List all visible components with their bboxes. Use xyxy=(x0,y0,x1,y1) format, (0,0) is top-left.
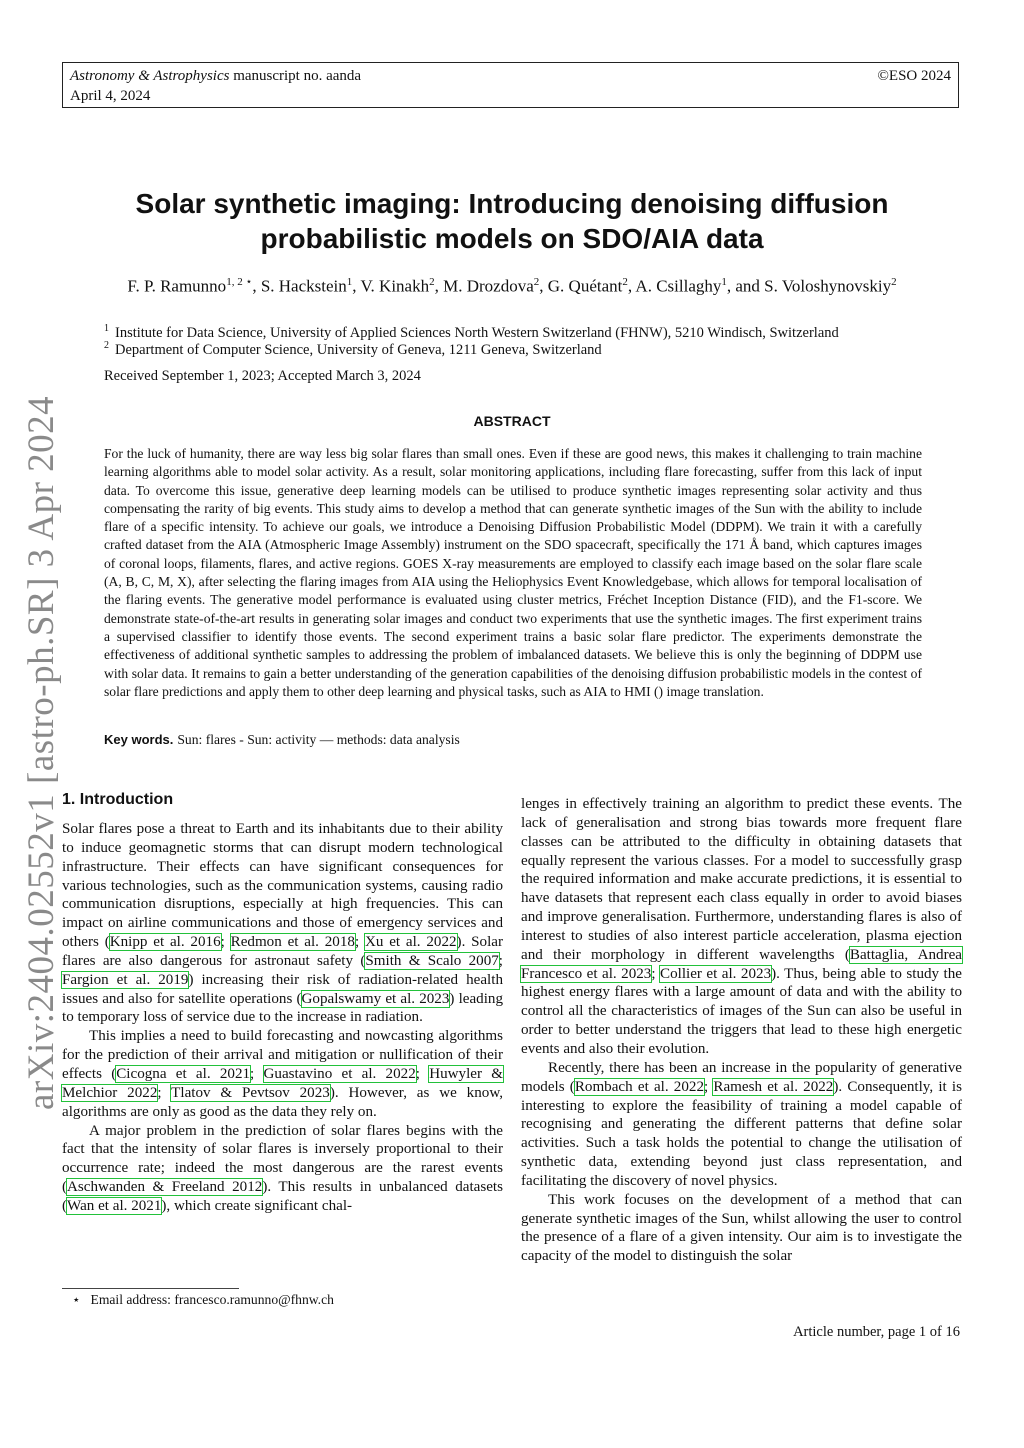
author-separator: , xyxy=(352,276,361,296)
footnote-text: Email address: francesco.ramunno@fhnw.ch xyxy=(90,1292,334,1307)
body-text: ; xyxy=(157,1084,172,1101)
abstract-heading: ABSTRACT xyxy=(473,413,551,429)
received-dates: Received September 1, 2023; Accepted March 3, 2024 xyxy=(104,368,421,384)
body-text: lenges in effectively training an algorithm to predict these events. The lack of generalisation and strong bias towards more frequent flare classes can be attributed to the difficulty in obtaining datasets that equally represent the various classes. For a model to successfully grasp the required information and make accurate predictions, it is essential to have datasets that represent each class equally in order to avoid biases and improve generalisation. Furthermore, understanding flares is also of interest to studies of also interest particle acceleration, plasma ejection and their morphology in different wavelengths ( xyxy=(521,796,962,963)
author-name: G. Quétant xyxy=(547,276,623,296)
author-list xyxy=(62,270,962,299)
citation-link[interactable]: Redmon et al. 2018 xyxy=(230,934,355,951)
author-name: M. Drozdova xyxy=(443,276,534,296)
footnote xyxy=(72,1292,334,1308)
body-text: ; xyxy=(498,952,503,969)
footnote-rule xyxy=(62,1288,239,1289)
body-text: ; xyxy=(220,934,231,951)
copyright: ©ESO 2024 xyxy=(877,68,951,84)
abstract-text: For the luck of humanity, there are way less big solar flares than small ones. Even if these are good news, this makes it challenging to train machine learning algorithms able to model solar activity. As a result, solar monitoring applications, including flare forecasting, suffer from this lack of input data. To overcome this issue, generative deep learning models can be utilised to produce synthetic images representing solar activity and thus compensating the rarity of big events. This study aims to develop a method that can generate synthetic images of the Sun with the ability to include flare of a specific intensity. To achieve our goals, we introduce a Denoising Diffusion Probabilistic Model (DDPM). We train it with a carefully crafted dataset from the AIA (Atmospheric Image Assembly) instrument on the SDO spacecraft, specifically the 171 Å band, which captures images of coronal loops, filaments, flares, and active regions. GOES X-ray measurements are employed to classify each image based on the solar flare scale (A, B, C, M, X), after selecting the flaring images from AIA using the Heliophysics Event Knowledgebase, which allows for temporal localisation of the flaring events. The generative model performance is evaluated using cluster metrics, Fréchet Inception Distance (FID), and the F1-score. We demonstrate state-of-the-art results in generating solar images and conduct two experiments that use the synthetic images. The first experiment trains a supervised classifier to identify those events. The second experiment trains a basic solar flare predictor. The experiments demonstrate the effectiveness of additional synthetic samples to addressing the problem of imbalanced datasets. We believe this is only the beginning of DDPM use with solar data. It remains to gain a better understanding of the generation capabilities of the denoising diffusion probabilistic models in the contest of solar flare predictions and apply them to other deep learning and physical tasks, such as AIA to HMI () image translation. xyxy=(104,446,922,699)
body-text: This implies a need to build forecasting and nowcasting algorithms for the prediction of their arrival and mitigation or nullification of their effects ( xyxy=(62,1028,503,1082)
author-name: A. Csillaghy xyxy=(635,276,722,296)
citation-link[interactable]: Aschwanden & Freeland 2012 xyxy=(67,1179,263,1196)
author-affiliation-mark: 2 xyxy=(891,276,897,288)
body-text: ). Solar flares are also dangerous for astronaut safety ( xyxy=(62,934,504,969)
citation-link[interactable]: Cicogna et al. 2021 xyxy=(116,1065,251,1082)
affiliation-2 xyxy=(104,337,602,359)
citation-link[interactable]: Smith & Scalo 2007 xyxy=(365,952,499,969)
journal-header xyxy=(62,62,959,108)
body-text: ) leading to temporary loss of service due to the increase in radiation. xyxy=(62,990,503,1026)
affiliation-number: 1 xyxy=(104,323,109,334)
section-heading: 1. Introduction xyxy=(62,791,174,808)
author-affiliation-mark: 2 xyxy=(622,276,628,288)
author-name: V. Kinakh xyxy=(360,276,430,296)
header-date: April 4, 2024 xyxy=(70,88,151,104)
left-column xyxy=(62,820,503,1216)
author-affiliation-mark: 2 xyxy=(533,276,540,288)
author-affiliation-mark: 1, 2 ⋆ xyxy=(226,276,253,288)
body-text: ; xyxy=(415,1065,430,1082)
affiliation-text: Institute for Data Science, University of Applied Sciences North Western Switzerland (FHNW), 5210 Windisch, Switzerland xyxy=(115,324,839,341)
author-separator: , xyxy=(539,276,548,296)
author-separator: , xyxy=(434,276,444,296)
author-separator: , xyxy=(252,276,261,296)
body-text: ; xyxy=(250,1065,264,1082)
citation-link[interactable]: Knipp et al. 2016 xyxy=(109,934,221,951)
body-paragraph xyxy=(62,1122,503,1216)
citation-link[interactable]: Ramesh et al. 2022 xyxy=(713,1078,834,1095)
body-text: A major problem in the prediction of solar flares begins with the fact that the intensity of solar flares is inversely proportional to their occurrence rate; indeed the most dangerous are the rarest events ( xyxy=(62,1122,503,1196)
right-column xyxy=(521,795,962,1266)
arxiv-identifier[interactable]: arXiv:2404.02552v1 [astro-ph.SR] 3 Apr 2024 xyxy=(21,395,62,1110)
affiliation-number: 2 xyxy=(104,340,109,351)
citation-link[interactable]: Fargion et al. 2019 xyxy=(62,971,189,988)
body-text: ), which create significant chal- xyxy=(161,1197,353,1214)
citation-link[interactable]: Guastavino et al. 2022 xyxy=(263,1065,416,1082)
citation-link[interactable]: Huwyler & Melchior 2022 xyxy=(62,1065,504,1101)
author-separator: , xyxy=(627,276,636,296)
body-text: ). However, as we know, algorithms are only as good as the data they rely on. xyxy=(62,1084,504,1120)
keywords xyxy=(104,732,460,748)
body-text: ; xyxy=(651,965,661,982)
body-text: ). This results in unbalanced datasets ( xyxy=(62,1179,503,1214)
body-text: Solar flares pose a threat to Earth and its inhabitants due to their ability to induce geomagnetic storms that can disrupt modern technological infrastructure. Their effects can have significant consequences for various technologies, such as the communication systems, causing radio communication disruptions, especially at high frequencies. This can impact on airline communications and those of emergency services and others ( xyxy=(62,821,503,951)
body-paragraph xyxy=(521,1059,962,1191)
body-text: This work focuses on the development of a method that can generate synthetic images of the Sun, whilst allowing the user to control the presence of a flare of a given intensity. Our aim is to investigate the capacity of the model to distinguish the solar xyxy=(521,1191,962,1265)
citation-link[interactable]: Tlatov & Pevtsov 2023 xyxy=(171,1084,330,1101)
author-affiliation-mark: 1 xyxy=(346,276,353,288)
manuscript-label: manuscript no. aanda xyxy=(229,68,362,84)
body-text: ; xyxy=(354,934,365,951)
keywords-text: Sun: flares - Sun: activity — methods: data analysis xyxy=(177,732,460,747)
citation-link[interactable]: Gopalswamy et al. 2023 xyxy=(301,990,450,1007)
body-paragraph xyxy=(521,795,962,1059)
journal-name: Astronomy & Astrophysics xyxy=(70,68,230,84)
paper-title: Solar synthetic imaging: Introducing denoising diffusion probabilistic models on SDO/AIA data xyxy=(135,188,889,254)
keywords-label: Key words. xyxy=(104,732,174,747)
author-name: S. Voloshynovskiy xyxy=(764,276,892,296)
citation-link[interactable]: Xu et al. 2022 xyxy=(364,934,457,951)
citation-link[interactable]: Rombach et al. 2022 xyxy=(574,1078,704,1095)
author-name: S. Hackstein xyxy=(260,276,347,296)
body-text: ). Thus, being able to study the highest energy flares with a large amount of data and with the ability to control all the characteristics of images of the Sun can also be useful in order to better understand the triggers that lead to these high energetic events and also their evolution. xyxy=(521,965,962,1057)
citation-link[interactable]: Wan et al. 2021 xyxy=(67,1197,162,1214)
page-footer: Article number, page 1 of 16 xyxy=(793,1324,960,1340)
footnote-mark: ⋆ xyxy=(72,1292,81,1307)
citation-link[interactable]: Battaglia, Andrea Francesco et al. 2023 xyxy=(521,946,963,982)
author-name: F. P. Ramunno xyxy=(127,276,227,296)
citation-link[interactable]: Collier et al. 2023 xyxy=(660,965,772,982)
author-separator: , and xyxy=(726,276,765,296)
body-text: ) increasing their risk of radiation-related health issues and also for satellite operations ( xyxy=(62,971,503,1007)
author-affiliation-mark: 1 xyxy=(721,276,727,288)
author-affiliation-mark: 2 xyxy=(429,276,435,288)
body-paragraph xyxy=(521,1191,962,1266)
body-paragraph xyxy=(62,820,503,1027)
body-paragraph xyxy=(62,1027,503,1121)
header-left xyxy=(70,66,361,106)
body-text: ; xyxy=(704,1078,714,1095)
body-text: ). Consequently, it is interesting to explore the feasibility of training a model capable of recognising and generating the different patterns that define solar activities. Such a task holds the potential to change the utilisation of synthetic data, extending beyond just class representation, and facilitating the discovery of novel physics. xyxy=(521,1078,962,1189)
affiliation-text: Department of Computer Science, University of Geneva, 1211 Geneva, Switzerland xyxy=(115,341,602,358)
body-text: Recently, there has been an increase in the popularity of generative models ( xyxy=(521,1059,962,1095)
